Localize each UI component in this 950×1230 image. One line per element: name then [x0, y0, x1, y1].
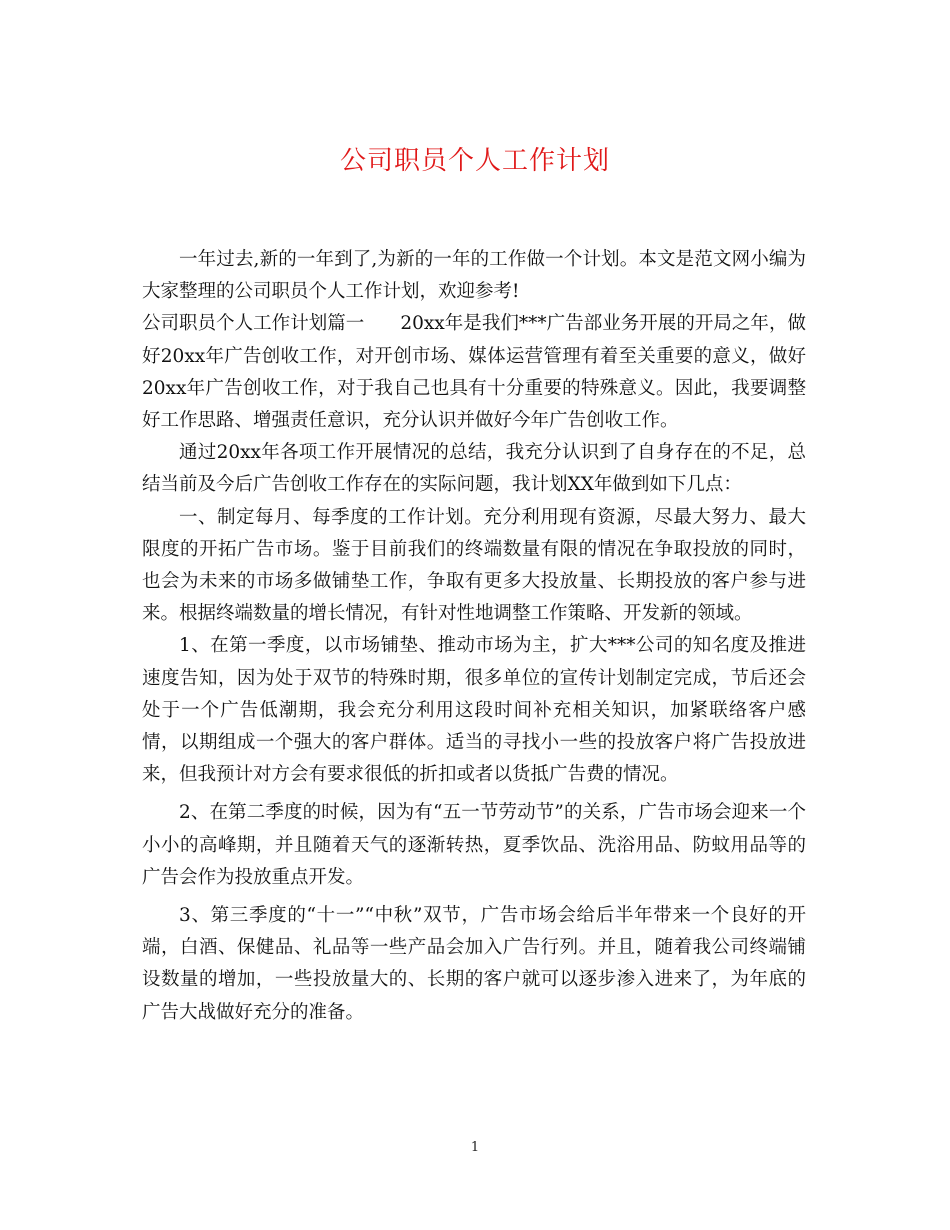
intro-paragraph: 一年过去,新的一年到了,为新的一年的工作做一个计划。本文是范文网小编为大家整理的公司职员个人工作计划，欢迎参考!: [142, 249, 806, 303]
plan-paragraph-1: 一、制定每月、每季度的工作计划。充分利用现有资源，尽最大努力、最大限度的开拓广告市场。鉴于目前我们的终端数量有限的情况在争取投放的同时，也会为未来的市场多做铺垫工作，争取有更多大投放量、长期投放的客户参与进来。根据终端数量的增长情况，有针对性地调整工作策略、开发新的领域。: [142, 506, 806, 625]
document-title: 公司职员个人工作计划: [339, 146, 610, 176]
quarter-3-paragraph: 3、第三季度的“十一”“中秋”双节，广告市场会给后半年带来一个良好的开端，白酒、保健品、礼品等一些产品会加入广告行列。并且，随着我公司终端铺设数量的增加，一些投放量大的、长期的客户就可以逐步渗入进来了，为年底的广告大战做好充分的准备。: [142, 905, 806, 1023]
quarter-1-paragraph: 1、在第一季度，以市场铺垫、推动市场为主，扩大***公司的知名度及推进速度告知，因为处于双节的特殊时期，很多单位的宣传计划制定完成，节后还会处于一个广告低潮期，我会充分利用这段时间补充相关知识，加紧联络客户感情，以期组成一个强大的客户群体。适当的寻找小一些的投放客户将广告投放进来，但我预计对方会有要求很低的折扣或者以货抵广告费的情况。: [142, 635, 806, 786]
section-paragraph: [142, 308, 806, 437]
section-opening-text: 20xx年是我们***广告部业务开展的开局之年，做好20xx年广告创收工作，对开创市场、媒体运营管理有着至关重要的意义，做好20xx年广告创收工作，对于我自己也具有十分重要的特殊意义。因此，我要调整好工作思路、增强责任意识，充分认识并做好今年广告创收工作。: [142, 313, 806, 432]
quarter-2-paragraph: 2、在第二季度的时候，因为有“五一节劳动节”的关系，广告市场会迎来一个小小的高峰期，并且随着天气的逐渐转热，夏季饮品、洗浴用品、防蚊用品等的广告会作为投放重点开发。: [142, 802, 806, 888]
section-heading: 公司职员个人工作计划篇一: [142, 313, 365, 335]
page-number: 1: [470, 1140, 480, 1155]
document-body: [142, 244, 806, 1029]
summary-paragraph: 通过20xx年各项工作开展情况的总结，我充分认识到了自身存在的不足，总结当前及今后广告创收工作存在的实际问题，我计划XX年做到如下几点：: [142, 442, 806, 496]
